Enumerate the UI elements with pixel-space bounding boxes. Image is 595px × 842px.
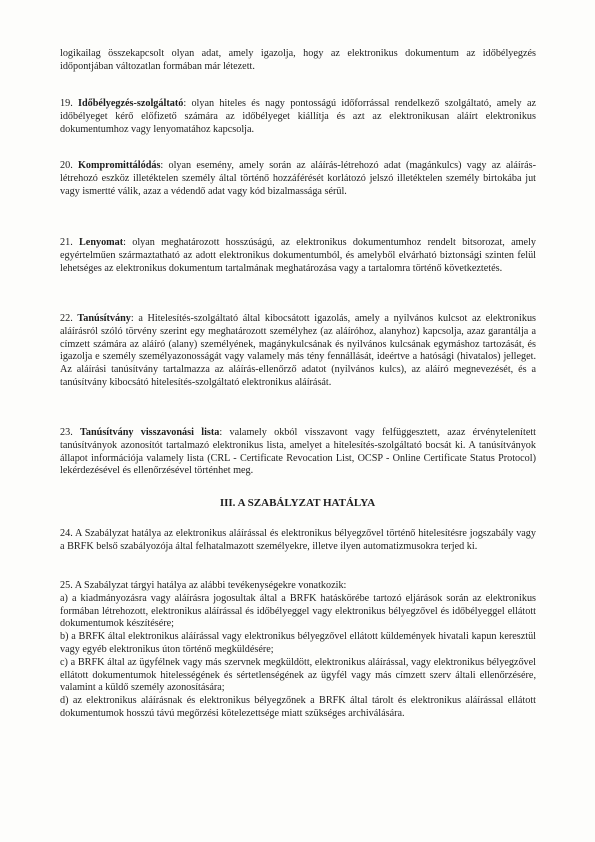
definition-term: Időbélyegzés-szolgáltató <box>78 98 184 109</box>
intro-paragraph: logikailag összekapcsolt olyan adat, amely igazolja, hogy az elektronikus dokumentum az időbélyegzés időpontjában változatlan formában már létezett. <box>60 48 536 72</box>
definition-term: Lenyomat <box>79 237 124 248</box>
paragraph-25 <box>60 580 536 721</box>
list-item: c) a BRFK által az ügyfélnek vagy más szervnek megküldött, elektronikus aláírással, vagy elektronikus bélyegzővel ellátott dokumentumok hitelességének és sértetlenségének az ügyfél vagy más címzett szerv általi ellenőrzésére, valamint a küldő személy azonosítására; <box>60 656 536 694</box>
list-item: a) a kiadmányozásra vagy aláírásra jogosultak által a BRFK hatáskörébe tartozó eljárások során az elektronikus formában létrehozott, elektronikus aláírással és időbélyeggel vagy elektronikus bélyegzővel és időbélyeggel ellátott dokumentumok készítésére; <box>60 592 536 630</box>
definition-number: 22. <box>60 313 73 324</box>
list-item: d) az elektronikus aláírásnak és elektronikus bélyegzőnek a BRFK által tárolt és elektronikus aláírással ellátott dokumentumok hosszú távú megőrzési kötelezettsége miatt szükséges archiválására. <box>60 695 536 719</box>
definition-20 <box>60 160 536 198</box>
definition-number: 19. <box>60 98 73 109</box>
definition-number: 21. <box>60 237 73 248</box>
list-item: b) a BRFK által elektronikus aláírással vagy elektronikus bélyegzővel ellátott küldemények hivatali kapun keresztül vagy egyéb elektronikus úton történő megküldésére; <box>60 631 536 655</box>
definition-term: Kompromittálódás <box>77 160 161 171</box>
definition-22 <box>60 313 536 390</box>
definition-number: 20. <box>60 160 73 171</box>
definition-19 <box>60 98 536 136</box>
definition-text: : olyan meghatározott hosszúságú, az elektronikus dokumentumhoz rendelt bitsorozat, amely egyértelműen származtatható az adott elektronikus dokumentumból, és amelyből elvárható biztonsági szinten felül lehetséges az elektronikus dokumentum tartalmának meghatározása vagy a tartalomra történő következtetés. <box>60 237 536 274</box>
definition-number: 23. <box>60 427 73 438</box>
definition-text: : valamely okból visszavont vagy felfüggesztett, azaz érvénytelenített tanúsítványok azonosítót tartalmazó elektronikus lista, amelyet a hitelesítés-szolgáltató bocsát ki. A tanúsítványok állapot információja valamely lista (CRL - Certificate Revocation List, OCSP - Online Certificate Status Protocol) lekérdezésével és ellenőrzésével történhet meg. <box>60 427 536 477</box>
definition-text: : a Hitelesítés-szolgáltató által kibocsátott igazolás, amely a nyilvános kulcsot az elektronikus aláírásról szóló törvény szerint egy meghatározott személyhez (az aláíróhoz, alanyhoz) kapcsolja, azaz garantálja a címzett számára az aláíró (alany) személyének, magánykulcsának és nyilvános kulcsának egymáshoz tartozását, és igazolja e személy személyazonosságát vagy valamely más tény fennállását, ideértve a hatósági (hivatalos) jelleget. Az aláírási tanúsítvány tartalmazza az aláírás-ellenőrző adatot (nyilvános kulcs), az aláíró megnevezését, és a tanúsítvány kibocsátó hitelesítés-szolgáltató elektronikus aláírását. <box>60 313 537 388</box>
section-heading: III. A SZABÁLYZAT HATÁLYA <box>219 497 376 509</box>
paragraph-25-intro: 25. A Szabályzat tárgyi hatálya az alábbi tevékenységekre vonatkozik: <box>60 580 347 591</box>
definition-term: Tanúsítvány <box>77 313 131 324</box>
definition-term: Tanúsítvány visszavonási lista <box>80 427 220 438</box>
definition-21 <box>60 237 536 275</box>
definition-text: : olyan hiteles és nagy pontosságú időforrással rendelkező szolgáltató, amely az időbélyeget kérő előfizető számára az időbélyeget kiállítja és azt az elektronikusan aláírt elektronikus dokumentumhoz vagy lenyomatához kapcsolja. <box>60 98 536 135</box>
definition-text: : olyan esemény, amely során az aláírás-létrehozó adat (magánkulcs) vagy az aláírás-létrehozó eszköz illetéktelen személy által történő hozzáférését korlátozó jelszó illetéktelen személy birtokába jut vagy ismertté válik, azaz a védendő adat vagy kód bizalmassága sérül. <box>60 160 536 197</box>
paragraph-24: 24. A Szabályzat hatálya az elektronikus aláírással és elektronikus bélyegzővel történő hitelesítésre jogszabály vagy a BRFK belső szabályozója által felhatalmazott személyekre, illetve ilyen automatizmusokra terjed ki. <box>60 528 536 552</box>
definition-23 <box>60 427 536 478</box>
